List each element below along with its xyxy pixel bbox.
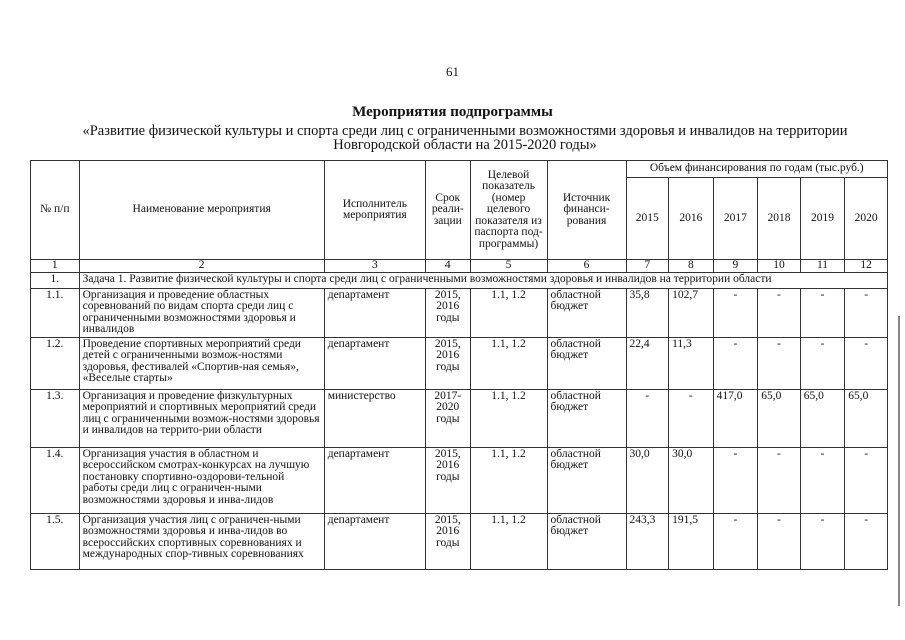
- row-value: 65,0: [800, 389, 845, 447]
- column-number: 9: [713, 260, 758, 273]
- row-value: 22,4: [626, 337, 669, 389]
- column-number: 6: [547, 260, 626, 273]
- row-value: 65,0: [758, 389, 801, 447]
- row-name: Организация участия в областном и всероссийском смотрах-конкурсах на лучшую постановку спортивно-оздорови-тельной работы среди лиц с ограничен-ными возможностями здоровья и инва-лидов: [79, 447, 324, 513]
- table-row: [31, 389, 888, 447]
- row-value: 417,0: [713, 389, 758, 447]
- header-num: № п/п: [31, 161, 80, 260]
- row-executor: департамент: [324, 288, 425, 337]
- row-executor: департамент: [324, 513, 425, 569]
- column-number: 11: [800, 260, 845, 273]
- row-target: 1.1, 1.2: [470, 337, 547, 389]
- row-source: областной бюджет: [547, 389, 626, 447]
- row-value: -: [845, 447, 888, 513]
- row-source: областной бюджет: [547, 288, 626, 337]
- column-number: 4: [426, 260, 471, 273]
- row-term: 2015, 2016 годы: [426, 513, 471, 569]
- column-number: 8: [669, 260, 714, 273]
- row-target: 1.1, 1.2: [470, 447, 547, 513]
- row-value: -: [713, 513, 758, 569]
- row-term: 2015, 2016 годы: [426, 337, 471, 389]
- row-value: 11,3: [669, 337, 714, 389]
- row-value: -: [800, 337, 845, 389]
- row-name: Проведение спортивных мероприятий среди детей с ограниченными возмож-ностями здоровья, фестивалей «Спортив-ная семья», «Веселые старты»: [79, 337, 324, 389]
- row-term: 2015, 2016 годы: [426, 288, 471, 337]
- column-number: 7: [626, 260, 669, 273]
- measures-table: [30, 160, 888, 570]
- header-year: 2019: [800, 178, 845, 260]
- row-value: 35,8: [626, 288, 669, 337]
- row-executor: департамент: [324, 447, 425, 513]
- row-term: 2015, 2016 годы: [426, 447, 471, 513]
- row-target: 1.1, 1.2: [470, 288, 547, 337]
- column-number: 10: [758, 260, 801, 273]
- row-value: -: [758, 513, 801, 569]
- table-row: [31, 337, 888, 389]
- row-source: областной бюджет: [547, 447, 626, 513]
- row-value: 30,0: [626, 447, 669, 513]
- row-source: областной бюджет: [547, 337, 626, 389]
- row-executor: департамент: [324, 337, 425, 389]
- row-value: -: [845, 337, 888, 389]
- row-value: -: [758, 447, 801, 513]
- header-term: Срок реали-зации: [426, 161, 471, 260]
- row-target: 1.1, 1.2: [470, 389, 547, 447]
- row-value: -: [669, 389, 714, 447]
- header-executor: Исполнитель мероприятия: [324, 161, 425, 260]
- task-num: 1.: [31, 272, 80, 288]
- row-value: -: [800, 447, 845, 513]
- row-value: 102,7: [669, 288, 714, 337]
- header-source: Источник финанси-рования: [547, 161, 626, 260]
- row-num: 1.3.: [31, 389, 80, 447]
- row-name: Организация и проведение физкультурных мероприятий и спортивных мероприятий среди лиц с ограниченными возмож-ностями здоровья и инвалидов на террито-рии области: [79, 389, 324, 447]
- table-row: [31, 447, 888, 513]
- row-name: Организация и проведение областных соревнований по видам спорта среди лиц с ограниченными возможностями здоровья и инвалидов: [79, 288, 324, 337]
- document-subtitle: «Развитие физической культуры и спорта среди лиц с ограниченными возможностями здоровья и инвалидов на территории Новгородской области на 2015-2020 годы»: [82, 123, 848, 153]
- column-number: 1: [31, 260, 80, 273]
- header-year: 2018: [758, 178, 801, 260]
- document-title: Мероприятия подпрограммы: [352, 104, 553, 120]
- task-row: [31, 272, 888, 288]
- row-target: 1.1, 1.2: [470, 513, 547, 569]
- header-target: Целевой показатель (номер целевого показателя из паспорта под-программы): [470, 161, 547, 260]
- column-number: 5: [470, 260, 547, 273]
- row-num: 1.5.: [31, 513, 80, 569]
- row-value: -: [713, 447, 758, 513]
- row-value: -: [713, 337, 758, 389]
- header-funding: Объем финансирования по годам (тыс.руб.): [626, 161, 887, 178]
- column-number: 3: [324, 260, 425, 273]
- row-executor: министерство: [324, 389, 425, 447]
- column-number: 12: [845, 260, 888, 273]
- row-value: -: [713, 288, 758, 337]
- row-num: 1.4.: [31, 447, 80, 513]
- row-value: -: [845, 513, 888, 569]
- row-source: областной бюджет: [547, 513, 626, 569]
- table-row: [31, 513, 888, 569]
- column-number-row: [31, 260, 888, 273]
- scan-edge-line: [898, 316, 900, 606]
- row-num: 1.1.: [31, 288, 80, 337]
- row-value: -: [758, 288, 801, 337]
- header-year: 2020: [845, 178, 888, 260]
- table-row: [31, 288, 888, 337]
- row-value: -: [800, 288, 845, 337]
- row-term: 2017-2020 годы: [426, 389, 471, 447]
- row-value: -: [800, 513, 845, 569]
- header-year: 2015: [626, 178, 669, 260]
- header-name: Наименование мероприятия: [79, 161, 324, 260]
- page-number: 61: [446, 64, 459, 79]
- row-num: 1.2.: [31, 337, 80, 389]
- row-value: 191,5: [669, 513, 714, 569]
- column-number: 2: [79, 260, 324, 273]
- row-value: 65,0: [845, 389, 888, 447]
- row-name: Организация участия лиц с ограничен-ными возможностями здоровья и инва-лидов во всероссийских спортивных соревнованиях и международных спор-тивных соревнованиях: [79, 513, 324, 569]
- task-text: Задача 1. Развитие физической культуры и спорта среди лиц с ограниченными возможностями здоровья и инвалидов на территории области: [79, 272, 887, 288]
- row-value: -: [845, 288, 888, 337]
- row-value: -: [626, 389, 669, 447]
- header-year: 2016: [669, 178, 714, 260]
- row-value: 30,0: [669, 447, 714, 513]
- row-value: -: [758, 337, 801, 389]
- header-year: 2017: [713, 178, 758, 260]
- row-value: 243,3: [626, 513, 669, 569]
